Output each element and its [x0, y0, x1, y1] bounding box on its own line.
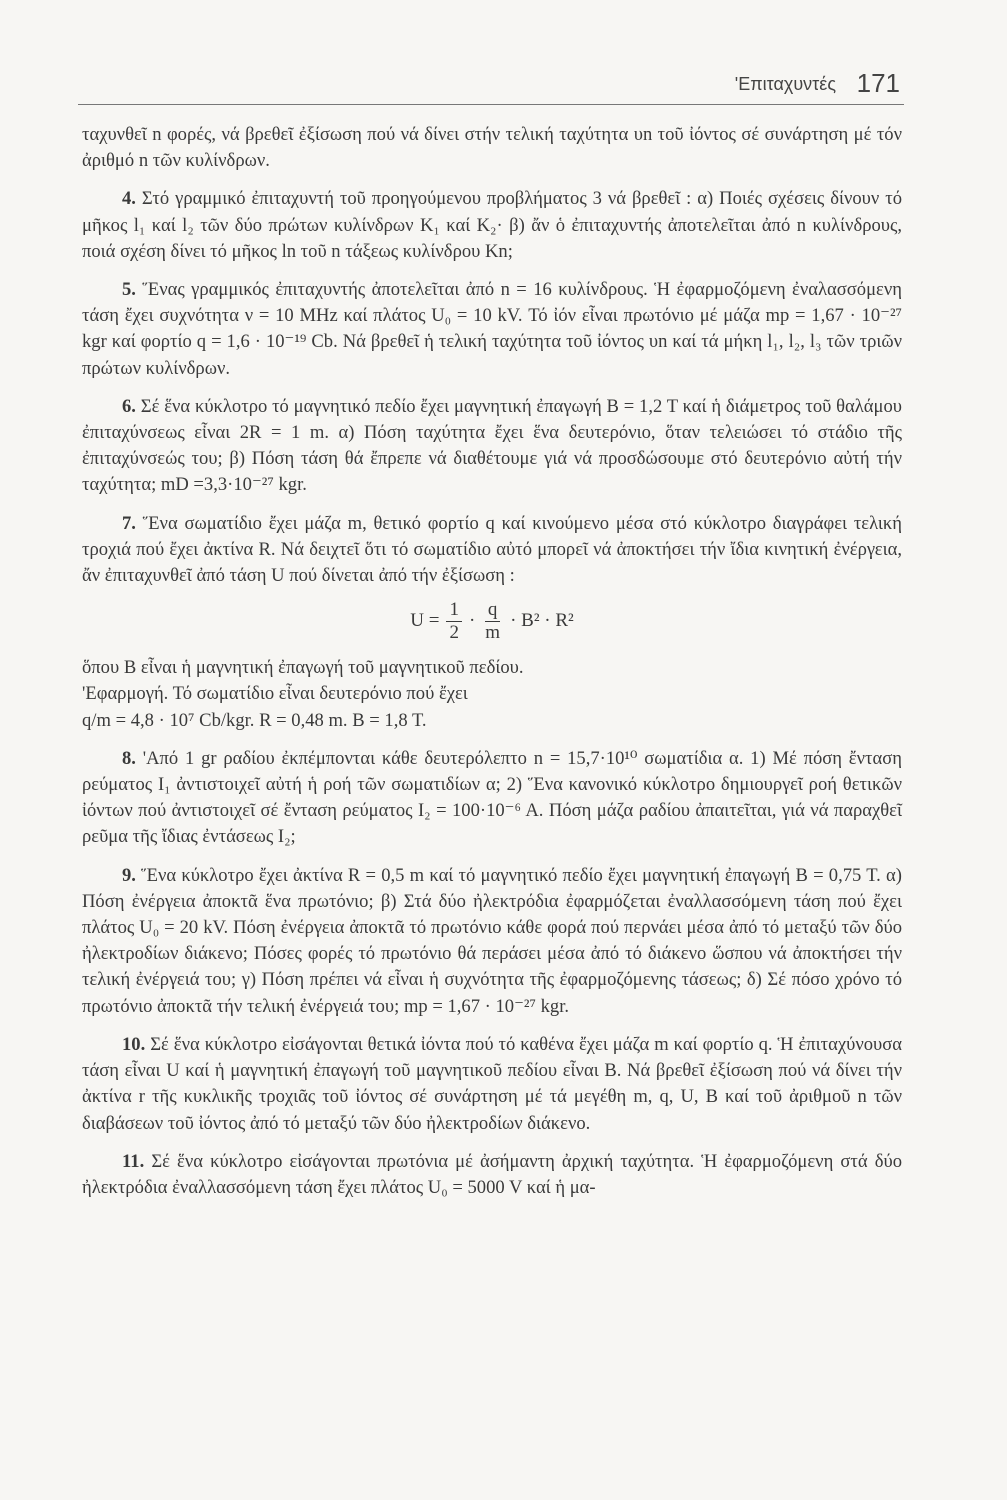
fraction-half	[446, 599, 462, 644]
running-title: 'Επιταχυντές	[734, 74, 836, 94]
problem-number: 7.	[122, 512, 136, 534]
page-header	[78, 68, 904, 105]
problem-4	[82, 186, 902, 265]
formula-voltage	[82, 593, 902, 649]
problem-9	[82, 863, 902, 1020]
fraction-q-over-m	[482, 599, 503, 644]
problem-number: 4.	[122, 188, 136, 210]
problem-number: 9.	[122, 864, 136, 886]
problem-7	[82, 511, 902, 590]
formula-dot: ·	[468, 610, 476, 632]
formula-explanation	[82, 655, 902, 734]
problem-number: 11.	[122, 1150, 145, 1172]
problem-number: 5.	[122, 279, 136, 301]
problem-text: Σέ ἕνα κύκλοτρο τό μαγνητικό πεδίο ἔχει μαγνητική ἐπαγωγή B = 1,2 T καί ἡ διάμετρος τοῦ θαλάμου ἐπιταχύνσεως εἶναι 2R = 1 m. α) Πόση ταχύτητα ἔχει ἕνα δευτερόνιο, ὅταν τελειώσει τό στάδιο τῆς ἐπιταχύνσεώς του; β) Πόση τάση θά ἔπρεπε νά διαθέτουμε γιά νά προσδώσουμε στό δευτερόνιο αὐτή τήν ταχύτητα; mD =3,3·10⁻²⁷ kgr.	[82, 395, 903, 496]
application-line: 'Εφαρμογή. Τό σωματίδιο εἶναι δευτερόνιο πού ἔχει	[82, 683, 468, 705]
problem-text: 'Από 1 gr ραδίου ἐκπέμπονται κάθε δευτερόλεπτο n = 15,7·10¹⁰ σωματίδια α. 1) Μέ πόση ἔνταση ρεύματος I₁ ἀντιστοιχεῖ αὐτή ἡ ροή τῶν σωματιδίων α; 2) Ἕνα κανονικό κύκλοτρο δημιουργεῖ ροή θετικῶν ἰόντων πού ἀντιστοιχεῖ σέ ἔνταση ρεύματος I₂ = 100·10⁻⁶ A. Πόση μάζα ραδίου ἀπαιτεῖται, γιά νά παραχθεῖ ρεῦμα τῆς ἴδιας ἐντάσεως I₂;	[82, 747, 902, 848]
fraction-denominator: 2	[449, 621, 459, 643]
problem-text: Ἕνα σωματίδιο ἔχει μάζα m, θετικό φορτίο q καί κινούμενο μέσα στό κύκλοτρο διαγράφει τελική τροχιά πού ἔχει ἀκτίνα R. Νά δειχτεῖ ὅτι τό σωματίδιο αὐτό μπορεῖ νά ἀποκτήσει τήν ἴδια κινητική ἐνέργεια, ἄν ἐπιταχυνθεῖ ἀπό τάση U πού δίνεται ἀπό τήν ἐξίσωση :	[82, 512, 902, 587]
problem-6	[82, 394, 902, 499]
values-line: q/m = 4,8 · 10⁷ Cb/kgr. R = 0,48 m. B = 1,8 T.	[82, 709, 427, 731]
problem-text: Σέ ἕνα κύκλοτρο εἰσάγονται θετικά ἰόντα πού τό καθένα ἔχει μάζα m καί φορτίο q. Ἡ ἐπιταχύνουσα τάση εἶναι U καί ἡ μαγνητική ἐπαγωγή τοῦ μαγνητικοῦ πεδίου εἶναι B. Νά βρεθεῖ ἐξίσωση πού νά δίνει τήν ἀκτίνα r τῆς κυκλικῆς τροχιᾶς τοῦ ἰόντος σέ συνάρτηση μέ τά μεγέθη m, q, U, B καί τοῦ ἀριθμοῦ n τῶν διαβάσεων τοῦ ἰόντος ἀπό τό μεταξύ τῶν δύο ἠλεκτροδίων διάκενο.	[82, 1033, 902, 1134]
page-number: 171	[856, 68, 900, 98]
problem-11	[82, 1149, 902, 1201]
problem-number: 6.	[122, 395, 136, 417]
problem-10	[82, 1032, 902, 1137]
problem-text: Ἕνα κύκλοτρο ἔχει ἀκτίνα R = 0,5 m καί τό μαγνητικό πεδίο ἔχει μαγνητική ἐπαγωγή B = 0,75 T. α) Πόση ἐνέργεια ἀποκτᾶ ἕνα πρωτόνιο; β) Στά δύο ἠλεκτρόδια ἐφαρμόζεται ἐναλλασσόμενη τάση πού ἔχει πλάτος U₀ = 20 kV. Πόση ἐνέργεια ἀποκτᾶ τό πρωτόνιο κάθε φορά πού περνάει μέσα ἀπό τό μεταξύ τῶν δύο ἠλεκτροδίων διάκενο; Πόσες φορές τό πρωτόνιο θά περάσει μέσα ἀπό τό διάκενο ὥσπου νά ἀποκτήσει τήν τελική ἐνέργειά του; γ) Πόση πρέπει νά εἶναι ἡ συχνότητα τῆς ἐφαρμοζόμενης τάσεως; δ) Σέ πόσο χρόνο τό πρωτόνιο ἀποκτᾶ τήν τελική ἐνέργειά του; mp = 1,67 · 10⁻²⁷ kgr.	[82, 864, 902, 1017]
fraction-denominator: m	[485, 621, 501, 643]
problem-text: Ἕνας γραμμικός ἐπιταχυντής ἀποτελεῖται ἀπό n = 16 κυλίνδρους. Ἡ ἐφαρμοζόμενη ἐναλασσόμενη τάση ἔχει συχνότητα ν = 10 MHz καί πλάτος U₀ = 10 kV. Τό ἰόν εἶναι πρωτόνιο μέ μάζα mp = 1,67 · 10⁻²⁷ kgr καί φορτίο q = 1,6 · 10⁻¹⁹ Cb. Νά βρεθεῖ ἡ τελική ταχύτητα τοῦ ἰόντος υn καί τά μήκη l₁, l₂, l₃ τῶν τριῶν πρώτων κυλίνδρων.	[82, 279, 902, 379]
problem-number: 10.	[122, 1033, 146, 1055]
intro-paragraph: ταχυνθεῖ n φορές, νά βρεθεῖ ἐξίσωση πού νά δίνει στήν τελική ταχύτητα υn τοῦ ἰόντος σέ συνάρτηση μέ τόν ἀριθμό n τῶν κυλίνδρων.	[82, 124, 902, 172]
explanation-line: ὅπου B εἶναι ἡ μαγνητική ἐπαγωγή τοῦ μαγνητικοῦ πεδίου.	[82, 657, 524, 679]
problem-5	[82, 277, 902, 382]
problem-number: 8.	[122, 747, 136, 769]
formula-lhs: U =	[410, 610, 440, 632]
fraction-numerator: q	[485, 599, 501, 622]
problem-text: Σέ ἕνα κύκλοτρο εἰσάγονται πρωτόνια μέ ἀσήμαντη ἀρχική ταχύτητα. Ἡ ἐφαρμοζόμενη στά δύο ἠλεκτρόδια ἐναλλασσόμενη τάση ἔχει πλάτος U₀ = 5000 V καί ἡ μα-	[82, 1150, 902, 1198]
fraction-numerator: 1	[446, 599, 462, 622]
formula-rest: · B² · R²	[510, 610, 574, 632]
page-body	[82, 122, 902, 1213]
problem-text: Στό γραμμικό ἐπιταχυντή τοῦ προηγούμενου προβλήματος 3 νά βρεθεῖ : α) Ποιές σχέσεις δίνουν τό μῆκος l₁ καί l₂ τῶν δύο πρώτων κυλίνδρων K₁ καί K₂· β) ἄν ὁ ἐπιταχυντής ἀποτελεῖται ἀπό n κυλίνδρους, ποιά σχέση δίνει τό μῆκος ln τοῦ n τάξεως κυλίνδρου Kn;	[82, 188, 902, 262]
problem-8	[82, 746, 902, 851]
